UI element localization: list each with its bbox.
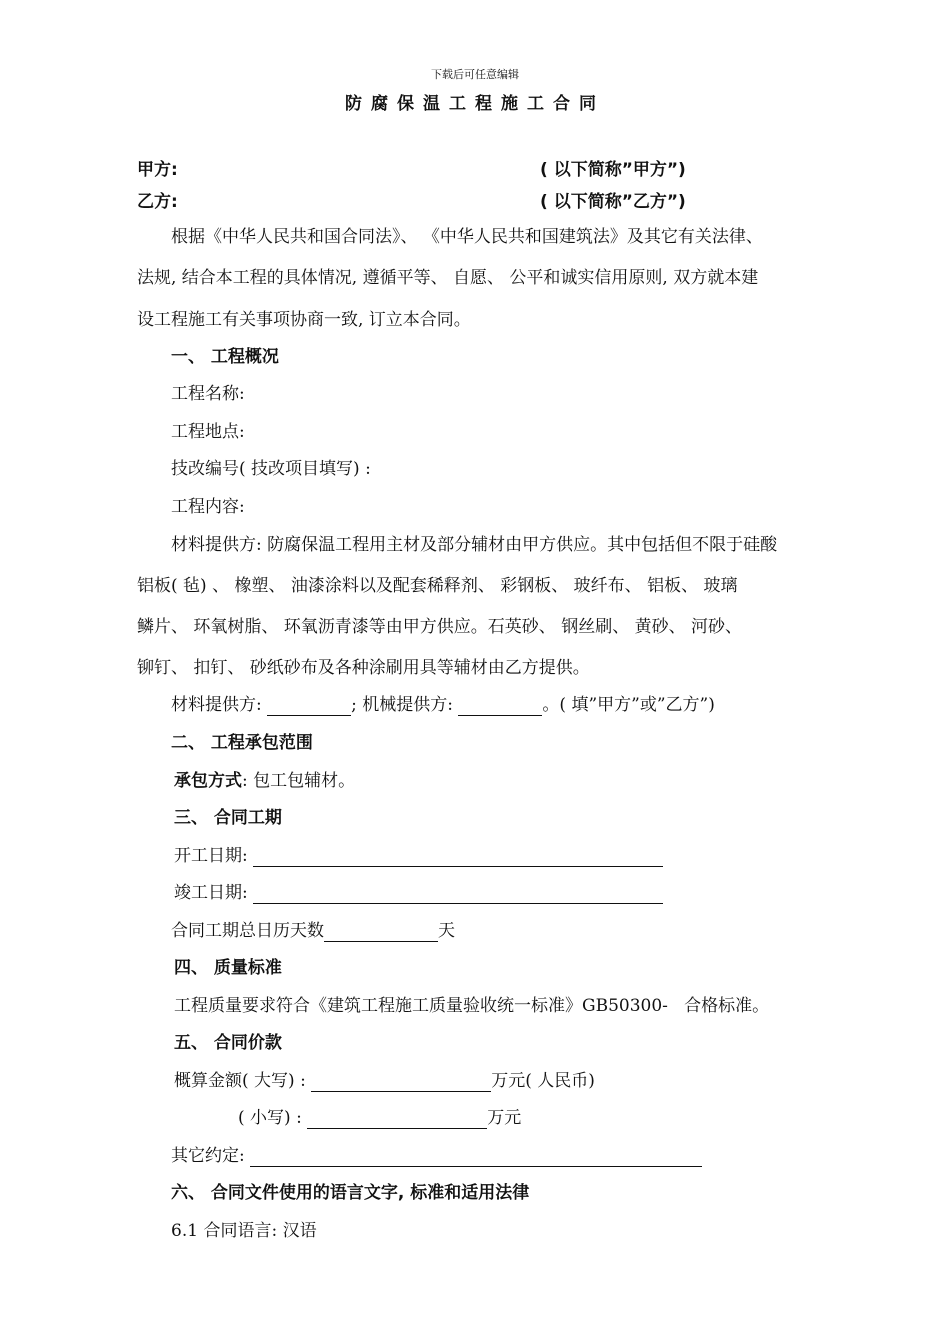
- party-b-note: ( 以下简称”乙方”): [540, 192, 686, 212]
- supplier-separator: ;: [351, 695, 357, 715]
- section-6-heading: 六、 合同文件使用的语言文字, 标准和适用法律: [171, 1183, 530, 1203]
- party-a-note: ( 以下简称”甲方”): [540, 160, 686, 180]
- other-terms-label: 其它约定:: [171, 1146, 245, 1166]
- material-supplier-label: 材料提供方:: [171, 695, 262, 715]
- preamble-line-3: 设工程施工有关事项协商一致, 订立本合同。: [137, 310, 471, 330]
- contract-mode-label: 承包方式: [174, 771, 242, 791]
- materials-line-2: 铝板( 毡) 、 橡塑、 油漆涂料以及配套稀释剂、 彩钢板、 玻纤布、 铝板、 玻璃: [137, 576, 738, 596]
- contract-language-line: 6.1 合同语言: 汉语: [171, 1221, 317, 1241]
- duration-line: [171, 920, 455, 942]
- project-content-field: 工程内容:: [171, 497, 245, 517]
- section-5-heading: 五、 合同价款: [174, 1033, 282, 1053]
- supplier-line: [171, 694, 715, 716]
- project-name-field: 工程名称:: [171, 384, 245, 404]
- materials-line-4: 铆钉、 扣钉、 砂纸砂布及各种涂刷用具等辅材由乙方提供。: [137, 658, 590, 678]
- end-date-blank[interactable]: [253, 885, 663, 904]
- party-b-label: 乙方:: [137, 192, 178, 212]
- materials-line-1: 材料提供方: 防腐保温工程用主材及部分辅材由甲方供应。其中包括但不限于硅酸: [171, 535, 778, 555]
- amount-upper-blank[interactable]: [311, 1073, 491, 1092]
- start-date-blank[interactable]: [253, 848, 663, 867]
- amount-lower-blank[interactable]: [307, 1110, 487, 1129]
- duration-label: 合同工期总日历天数: [171, 921, 324, 941]
- machine-supplier-label: 机械提供方:: [362, 695, 454, 715]
- duration-blank[interactable]: [324, 923, 438, 942]
- section-2-heading: 二、 工程承包范围: [171, 733, 313, 753]
- contract-mode-value: : 包工包辅材。: [242, 771, 356, 791]
- supplier-note: 。( 填”甲方”或”乙方”): [542, 695, 715, 715]
- amount-upper-line: [174, 1070, 595, 1092]
- section-3-heading: 三、 合同工期: [174, 808, 282, 828]
- start-date-label: 开工日期:: [174, 846, 248, 866]
- contract-mode-line: [174, 770, 355, 792]
- preamble-line-1: 根据《中华人民共和国合同法》、 《中华人民共和国建筑法》及其它有关法律、: [171, 227, 763, 247]
- project-code-field: 技改编号( 技改项目填写) :: [171, 459, 371, 479]
- amount-lower-unit: 万元: [487, 1108, 522, 1128]
- duration-unit: 天: [438, 921, 455, 941]
- amount-upper-label: 概算金额( 大写) :: [174, 1071, 306, 1091]
- other-terms-line: [171, 1145, 702, 1167]
- quality-standard-text: 工程质量要求符合《建筑工程施工质量验收统一标准》GB50300- 合格标准。: [174, 996, 770, 1016]
- page-header: 下载后可任意编辑: [431, 68, 519, 81]
- section-4-heading: 四、 质量标准: [174, 958, 282, 978]
- party-a-label: 甲方:: [137, 160, 178, 180]
- section-1-heading: 一、 工程概况: [171, 347, 279, 367]
- amount-upper-unit: 万元( 人民币): [491, 1071, 595, 1091]
- end-date-line: [174, 882, 663, 904]
- materials-line-3: 鳞片、 环氧树脂、 环氧沥青漆等由甲方供应。石英砂、 钢丝刷、 黄砂、 河砂、: [137, 617, 743, 637]
- other-terms-blank[interactable]: [250, 1148, 702, 1167]
- amount-lower-label: ( 小写) :: [238, 1108, 302, 1128]
- end-date-label: 竣工日期:: [174, 883, 248, 903]
- document-title: 防腐保温工程施工合同: [345, 94, 605, 114]
- preamble-line-2: 法规, 结合本工程的具体情况, 遵循平等、 自愿、 公平和诚实信用原则, 双方就本建: [137, 268, 759, 288]
- machine-supplier-blank[interactable]: [458, 697, 542, 716]
- project-location-field: 工程地点:: [171, 422, 245, 442]
- material-supplier-blank[interactable]: [267, 697, 351, 716]
- start-date-line: [174, 845, 663, 867]
- amount-lower-line: [238, 1107, 521, 1129]
